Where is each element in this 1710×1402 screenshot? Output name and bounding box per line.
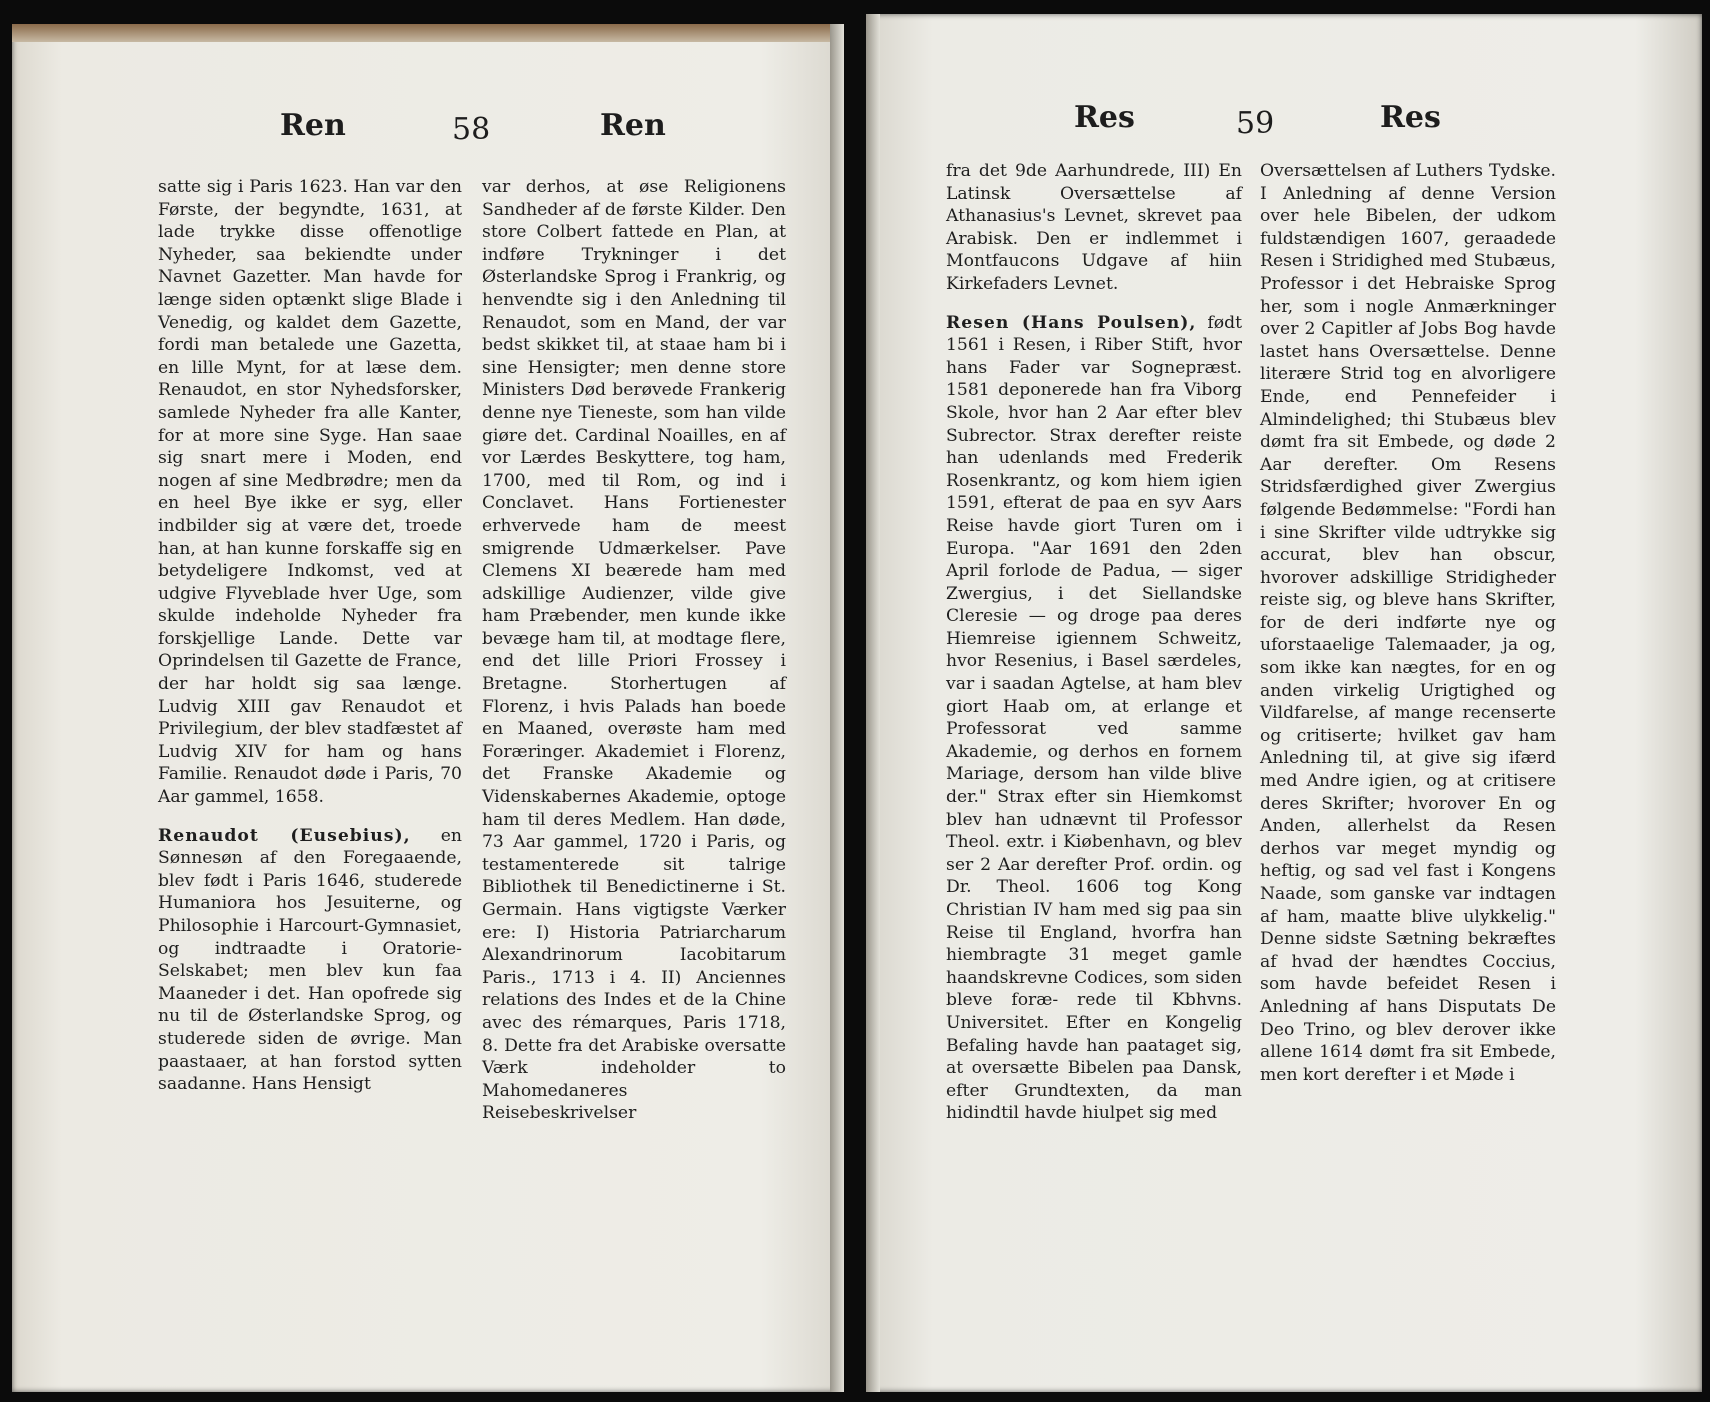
text-column-1 [946, 160, 1242, 1125]
gutter [866, 14, 880, 1392]
page-edge [12, 24, 844, 42]
entry-heading: Renaudot (Eusebius), [158, 825, 411, 846]
page-number: 58 [452, 112, 491, 147]
paragraph: fra det 9de Aarhundrede, III) En Latinsk Oversættelse af Athanasius's Levnet, skrevet paa Arabisk. Den er indlemmet i Montfaucons Udgave af hiin Kirkefaders Levnet. [946, 161, 1242, 294]
paragraph: var derhos, at øse Religionens Sandheder af de første Kilder. Den store Colbert fattede en Plan, at indføre Trykninger i det Østerlandske Sprog i Frankrig, og henvendte sig i den Anledning til Renaudot, som en Mand, der var bedst skikket til, at staae ham bi i sine Hensigter; men denne store Ministers Død berøvede Frankerig denne nye Tieneste, som han vilde giøre det. Cardinal Noailles, en af vor Lærdes Beskyttere, tog ham, 1700, med til Rom, og ind i Conclavet. Hans Fortienester erhvervede ham de meest smigrende Udmærkelser. Pave Clemens XI beærede ham med adskillige Audienzer, vilde give ham Præbender, men kunde ikke bevæge ham til, at modtage flere, end det lille Priori Frossey i Bretagne. Storhertugen af Florenz, i hvis Palads han boede en Maaned, overøste ham med Foræringer. Akademiet i Florenz, det Franske Akademie og Videnskabernes Akademie, optoge ham til deres Medlem. Han døde, 73 Aar gammel, 1720 i Paris, og testamenterede sit talrige Bibliothek til Benedictinerne i St. Germain. Hans vigtigste Værker ere: I) Historia Patriarcharum Alexandrinorum Iacobitarum Paris., 1713 i 4. II) Anciennes relations des Indes et de la Chine avec des rémarques, Paris 1718, 8. Dette fra det Arabiske oversatte Værk indeholder to Mahomedaneres Reisebeskrivelser [482, 177, 786, 1124]
running-head-left: Res [1074, 100, 1135, 135]
text-column-2 [1260, 160, 1556, 1086]
page-number: 59 [1236, 106, 1275, 141]
entry [158, 825, 462, 1096]
paragraph: satte sig i Paris 1623. Han var den Første, der begyndte, 1631, at lade trykke disse offenotlige Nyheder, saa bekiendte under Navnet Gazetter. Man havde for længe siden optænkt slige Blade i Venedig, og kaldet dem Gazette, fordi man betalede une Gazetta, en lille Mynt, for at læse dem. Renaudot, en stor Nyhedsforsker, samlede Nyheder fra alle Kanter, for at more sine Syge. Han saae sig snart mere i Moden, end nogen af sine Medbrødre; men da en heel Bye ikke er syg, eller indbilder sig at være det, troede han, at han kunne forskaffe sig en betydeligere Indkomst, ved at udgive Flyveblade hver Uge, som skulde indeholde Nyheder fra forskjellige Lande. Dette var Oprindelsen til Gazette de France, der har holdt sig saa længe. Ludvig XIII gav Renaudot et Privilegium, der blev stadfæstet af Ludvig XIV for ham og hans Familie. Renaudot døde i Paris, 70 Aar gammel, 1658. [158, 177, 462, 808]
text-column-1 [158, 176, 462, 1096]
entry [946, 312, 1242, 1125]
running-head-right: Res [1380, 100, 1441, 135]
running-head-left: Ren [280, 108, 346, 143]
right-page [866, 14, 1702, 1392]
paragraph: Oversættelsen af Luthers Tydske. I Anledning af denne Version over hele Bibelen, der udkom fuldstændigen 1607, geraadede Resen i Stridighed med Stubæus, Professor i det Hebraiske Sprog her, som i nogle Anmærkninger over 2 Capitler af Jobs Bog havde lastet hans Oversættelse. Denne literære Strid tog en alvorligere Ende, end Pennefeider i Almindelighed; thi Stubæus blev dømt fra sit Embede, og døde 2 Aar derefter. Om Resens Stridsfærdighed giver Zwergius følgende Bedømmelse: "Fordi han i sine Skrifter vilde udtrykke sig accurat, blev han obscur, hvorover adskillige Stridigheder reiste sig, og bleve hans Skrifter, for de deri indførte nye og uforstaaelige Talemaader, ja og, som ikke kan nægtes, for en og anden virkelig Urigtighed og Vildfarelse, af mange recenserte og critiserte; hvilket gav ham Anledning til, at give sig ifærd med Andre igien, og at critisere deres Skrifter; hvorover En og Anden, allerhelst da Resen derhos var meget myndig og heftig, og sad vel fast i Kongens Naade, som ganske var indtagen af ham, maatte blive ulykkelig." Denne sidste Sætning bekræftes af hvad der hændtes Coccius, som havde befeidet Resen i Anledning af hans Disputats De Deo Trino, og blev derover ikke allene 1614 dømt fra sit Embede, men kort derefter i et Møde i [1260, 161, 1556, 1085]
gutter [830, 24, 844, 1392]
text-column-2 [482, 176, 786, 1125]
entry-heading: Resen (Hans Poulsen), [946, 312, 1197, 333]
entry-text: født 1561 i Resen, i Riber Stift, hvor hans Fader var Sognepræst. 1581 deponerede han fra Viborg Skole, hvor han 2 Aar efter blev Subrector. Strax derefter reiste han udenlands med Frederik Rosenkrantz, og kom hiem igien 1591, efterat de paa en syv Aars Reise havde giort Turen om i Europa. "Aar 1691 den 2den April forlode de Padua, — siger Zwergius, i det Siellandske Cleresie — og droge paa deres Hiemreise igiennem Schweitz, hvor Resenius, i Basel særdeles, var i saadan Agtelse, at ham blev giort Haab om, at erlange et Professorat ved samme Akademie, og derhos en fornem Mariage, dersom han vilde blive der." Strax efter sin Hiemkomst blev han udnævnt til Professor Theol. extr. i Kiøbenhavn, og blev ser 2 Aar derefter Prof. ordin. og Dr. Theol. 1606 tog Kong Christian IV ham med sig paa sin Reise til England, hvorfra han hiembragte 31 meget gamle haandskrevne Codices, som siden bleve foræ- rede til Kbhvns. Universitet. Efter en Kongelig Befaling havde han paataget sig, at oversætte Bibelen paa Dansk, efter Grundtexten, da man hidindtil havde hiulpet sig med [946, 312, 1242, 1124]
running-head-right: Ren [600, 108, 666, 143]
entry-text: en Sønnesøn af den Foregaaende, blev født i Paris 1646, studerede Humaniora hos Jesuiterne, og Philosophie i Harcourt-Gymnasiet, og indtraadte i Oratorie-Selskabet; men blev kun faa Maaneder i det. Han opofrede sig nu til de Østerlandske Sprog, og studerede siden de øvrige. Man paastaaer, at han forstod sytten saadanne. Hans Hensigt [158, 825, 462, 1095]
left-page [12, 24, 844, 1392]
